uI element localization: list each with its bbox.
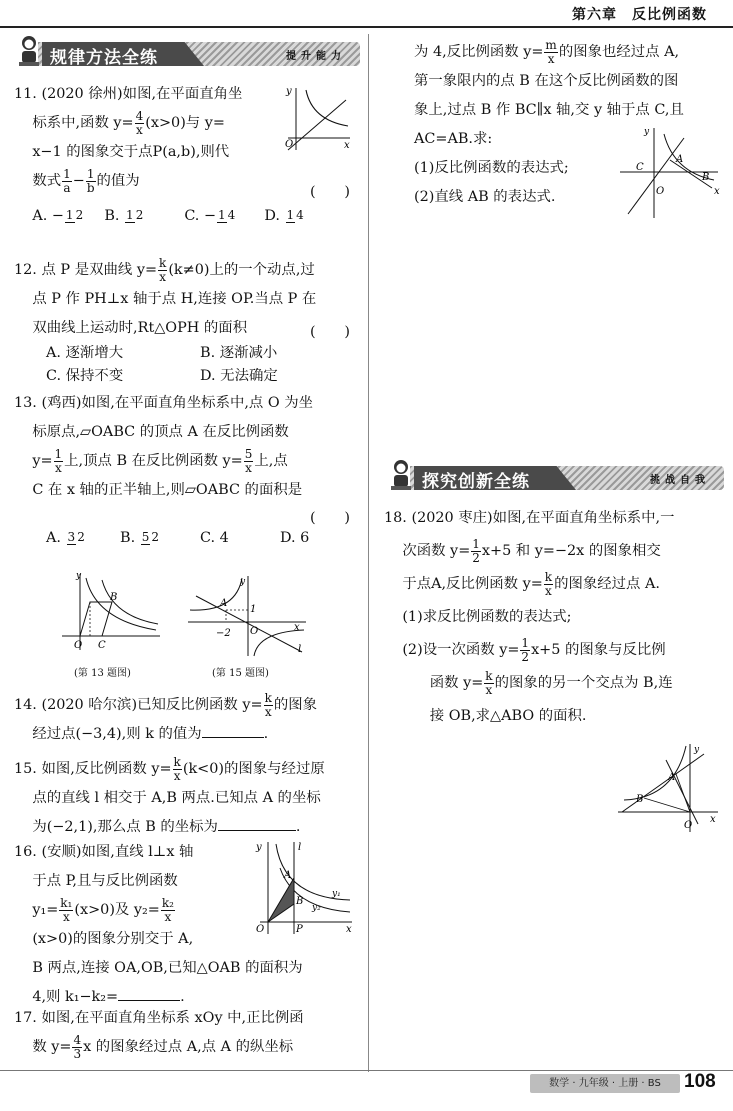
section-subtitle-left: 提升能力 xyxy=(286,51,346,62)
option-b: B. 1 2 xyxy=(104,208,144,224)
curve-label-y1: y₁ xyxy=(332,889,341,899)
point-label-a: A xyxy=(284,870,292,881)
section-title-left: 规律方法全练 xyxy=(50,48,158,68)
question-text: 次函数 y= xyxy=(402,543,471,559)
axis-label-y: y xyxy=(76,571,82,581)
header-rule xyxy=(0,26,733,28)
question-text: 标系中,函数 y= xyxy=(32,115,134,131)
question-text: (鸡西)如图,在平面直角坐标系中,点 O 为坐 xyxy=(41,395,314,411)
question-number: 11. xyxy=(14,86,37,102)
question-part: x+5 的图象与反比例 xyxy=(531,642,666,658)
fraction: $\frac{1}{b}$ xyxy=(86,166,95,195)
question-text: 点 P 作 PH⊥x 轴于点 H,连接 OP.当点 P 在 xyxy=(32,291,317,307)
origin-label: O xyxy=(656,186,665,197)
axis-label-x: x xyxy=(294,622,300,633)
origin-label: O xyxy=(250,626,259,637)
student-icon xyxy=(14,34,44,68)
option-a: A. − 1 2 xyxy=(32,208,84,224)
option-d: D. 1 4 xyxy=(264,208,304,224)
figure-q16 xyxy=(250,838,356,936)
option-d: D. 6 xyxy=(280,530,310,546)
answer-parentheses: ( ) xyxy=(310,324,351,340)
curve-label-y2: y₂ xyxy=(312,903,321,913)
question-text: 上,顶点 B 在反比例函数 y= xyxy=(64,453,243,469)
question-part: 函数 y= xyxy=(429,675,484,691)
question-text: 如图,反比例函数 y= xyxy=(41,761,172,777)
point-label-a: A xyxy=(668,772,676,783)
section-subtitle-right: 挑战自我 xyxy=(650,475,710,486)
question-number: 12. xyxy=(14,262,37,278)
q12-options xyxy=(46,342,278,388)
question-text: 点的直线 l 相交于 A,B 两点.已知点 A 的坐标 xyxy=(32,790,321,806)
figure-q11 xyxy=(282,86,352,152)
fraction: $\frac{k}{x}$ xyxy=(544,569,553,598)
question-part: (1)求反比例函数的表达式; xyxy=(402,609,572,625)
question-text: 标原点,▱OABC 的顶点 A 在反比例函数 xyxy=(32,424,289,440)
question-text: 的图象 xyxy=(273,697,318,713)
fraction: $\frac{k}{x}$ xyxy=(173,754,181,783)
axis-label-x: x xyxy=(714,186,720,197)
question-text: 第一象限内的点 B 在这个反比例函数的图 xyxy=(414,73,679,89)
column-divider xyxy=(368,34,369,1072)
answer-parentheses: ( ) xyxy=(310,510,351,526)
question-text: y= xyxy=(32,453,53,469)
axis-label-x: x xyxy=(344,140,350,151)
option-c: C. 保持不变 xyxy=(46,368,124,384)
figure-caption-13: (第 13 题图) xyxy=(74,668,131,679)
option-b: B. 逐渐减小 xyxy=(200,345,278,361)
line-label-l: l xyxy=(298,644,302,655)
fraction: $\frac{k}{x}$ xyxy=(159,255,167,284)
question-text: 上,点 xyxy=(254,453,288,469)
question-text: x−1 的图象交于点P(a,b),则代 xyxy=(32,144,230,160)
tick-label: 1 xyxy=(250,604,257,615)
answer-blank[interactable] xyxy=(202,722,264,738)
point-label-b: B xyxy=(702,172,710,183)
question-part: 接 OB,求△ABO 的面积. xyxy=(429,708,587,724)
question-16: 16. (安顺)如图,直线 l⊥x 轴 于点 P,且与反比例函数 y₁= $\frac{\text{k₁}}{x}$ (x>0)及 y₂= $\frac{\text{k₂}}{x}$ (x>0)的图象分别交于 A, B 两点,连接 OA,OB,已知△OAB 的面积为 4,则 k₁−k₂= . xyxy=(14,844,303,1005)
question-text: 为 4,反比例函数 y= xyxy=(414,44,544,60)
question-17 xyxy=(14,1004,364,1062)
figure-q17 xyxy=(614,124,722,220)
origin-label: O xyxy=(684,820,693,831)
q13-options xyxy=(46,530,309,546)
option-a: A. 逐渐增大 xyxy=(46,345,124,361)
fraction: $\frac{1}{2}$ xyxy=(472,536,480,565)
question-text: x+5 和 y=−2x 的图象相交 xyxy=(481,543,661,559)
fraction: $\frac{1}{x}$ xyxy=(54,446,63,475)
answer-blank[interactable] xyxy=(118,985,180,1001)
question-number: 15. xyxy=(14,761,37,777)
figure-q13 xyxy=(62,570,162,652)
question-text: (2020 哈尔滨)已知反比例函数 y= xyxy=(41,697,263,713)
axis-label-y: y xyxy=(644,127,650,137)
footer-book-info: 数学 · 九年级 · 上册 · BS xyxy=(530,1074,680,1093)
point-label-c: C xyxy=(636,162,644,173)
point-label-b: B xyxy=(636,794,644,805)
question-13 xyxy=(14,389,364,505)
question-text: AC=AB.求: xyxy=(414,131,493,147)
option-b: B. 5 2 xyxy=(120,530,160,546)
question-text: 如图,在平面直角坐标系 xOy 中,正比例函 xyxy=(41,1010,304,1026)
question-number: 14. xyxy=(14,697,37,713)
question-text: 的值为 xyxy=(96,173,140,189)
fraction: $\frac{1}{a}$ xyxy=(63,166,71,195)
point-label-b: B xyxy=(296,896,304,907)
question-number: 16. xyxy=(14,844,37,860)
section-banner-right xyxy=(384,458,724,490)
student-icon xyxy=(386,458,416,492)
point-label-p: P xyxy=(296,924,303,935)
chapter-header: 第六章 反比例函数 xyxy=(572,7,707,23)
question-text: 点 P 是双曲线 y= xyxy=(41,262,158,278)
fraction: $\frac{\text{k₂}}{x}$ xyxy=(161,895,174,924)
axis-label-y: y xyxy=(256,842,262,853)
fraction: $\frac{\text{k₁}}{x}$ xyxy=(60,895,73,924)
fraction: $\frac{m}{x}$ xyxy=(545,37,557,66)
question-text: (2020 枣庄)如图,在平面直角坐标系中,一 xyxy=(411,510,675,526)
point-label-a: A xyxy=(220,598,228,609)
question-text: (x>0)及 y₂= xyxy=(74,902,160,918)
question-text: 经过点(−3,4),则 k 的值为 xyxy=(32,726,202,742)
question-text: (k≠0)上的一个动点,过 xyxy=(168,262,315,278)
question-text: (x>0)与 y= xyxy=(145,115,225,131)
question-text: 于点A,反比例函数 y= xyxy=(402,576,543,592)
question-text: 的图象经过点 A. xyxy=(554,576,660,592)
question-text: y₁= xyxy=(32,902,59,918)
axis-label-y: y xyxy=(240,577,246,587)
tick-label: −2 xyxy=(216,628,231,639)
question-15: 15. 如图,反比例函数 y= $\frac{k}{x}$ (k<0)的图象与经过原 点的直线 l 相交于 A,B 两点.已知点 A 的坐标 为(−2,1),那么点 B 的坐标为 . xyxy=(14,754,325,835)
question-text: B 两点,连接 OA,OB,已知△OAB 的面积为 xyxy=(32,960,303,976)
fraction: $\frac{4}{x}$ xyxy=(135,108,144,137)
question-number: 18. xyxy=(384,510,407,526)
question-text: (x>0)的图象分别交于 A, xyxy=(32,931,194,947)
question-part: 的图象的另一个交点为 B,连 xyxy=(494,675,673,691)
option-c: C. 4 xyxy=(200,530,229,546)
question-text: 的图象也经过点 A, xyxy=(558,44,680,60)
figure-caption-15: (第 15 题图) xyxy=(212,668,269,679)
point-label-a: A xyxy=(676,154,684,165)
option-d: D. 无法确定 xyxy=(200,368,278,384)
option-a: A. 3 2 xyxy=(46,530,85,546)
question-14: 14. (2020 哈尔滨)已知反比例函数 y= $\frac{k}{x}$ 的图象 经过点(−3,4),则 k 的值为 . xyxy=(14,690,318,742)
question-text: (k<0)的图象与经过原 xyxy=(182,761,325,777)
origin-label: O xyxy=(285,139,294,150)
question-text: 数 y= xyxy=(32,1039,72,1055)
question-text: 4,则 k₁−k₂= xyxy=(32,989,119,1005)
question-18 xyxy=(384,502,724,733)
question-text: C 在 x 轴的正半轴上,则▱OABC 的面积是 xyxy=(32,482,303,498)
page-number: 108 xyxy=(684,1071,716,1092)
question-text: (2020 徐州)如图,在平面直角坐 xyxy=(41,86,243,102)
axis-label-x: x xyxy=(346,924,352,935)
fraction: $\frac{4}{3}$ xyxy=(73,1032,82,1061)
footer-rule xyxy=(0,1070,733,1071)
point-label-b: B xyxy=(110,592,118,603)
question-text: 为(−2,1),那么点 B 的坐标为 xyxy=(32,819,218,835)
origin-label: O xyxy=(74,640,83,651)
figure-q18 xyxy=(614,740,724,836)
answer-blank[interactable] xyxy=(218,815,296,831)
question-number: 17. xyxy=(14,1010,37,1026)
question-part: (1)反比例函数的表达式; xyxy=(414,160,569,176)
fraction: $\frac{k}{x}$ xyxy=(485,668,493,697)
fraction: $\frac{1}{2}$ xyxy=(521,635,530,664)
section-banner-left xyxy=(12,34,360,66)
axis-label-y: y xyxy=(694,745,700,755)
origin-label: O xyxy=(256,924,265,935)
question-text: 于点 P,且与反比例函数 xyxy=(32,873,178,889)
section-title-right: 探究创新全练 xyxy=(422,472,530,492)
figure-q15 xyxy=(186,574,310,658)
point-label-c: C xyxy=(98,640,106,651)
question-text: 数式 xyxy=(32,173,62,189)
fraction: $\frac{5}{x}$ xyxy=(244,446,253,475)
axis-label-y: y xyxy=(286,86,292,97)
fraction: $\frac{k}{x}$ xyxy=(264,690,272,719)
question-text: x 的图象经过点 A,点 A 的纵坐标 xyxy=(83,1039,294,1055)
question-text: 象上,过点 B 作 BC∥x 轴,交 y 轴于点 C,且 xyxy=(414,102,684,118)
option-c: C. − 1 4 xyxy=(184,208,236,224)
question-part: (2)设一次函数 y= xyxy=(402,642,520,658)
question-number: 13. xyxy=(14,395,37,411)
line-label-l: l xyxy=(298,842,302,853)
question-text: 双曲线上运动时,Rt△OPH 的面积 xyxy=(32,320,248,336)
question-part: (2)直线 AB 的表达式. xyxy=(414,189,556,205)
question-text: − xyxy=(72,173,85,189)
axis-label-x: x xyxy=(710,814,716,825)
answer-parentheses: ( ) xyxy=(310,184,351,200)
question-text: (安顺)如图,直线 l⊥x 轴 xyxy=(41,844,194,860)
